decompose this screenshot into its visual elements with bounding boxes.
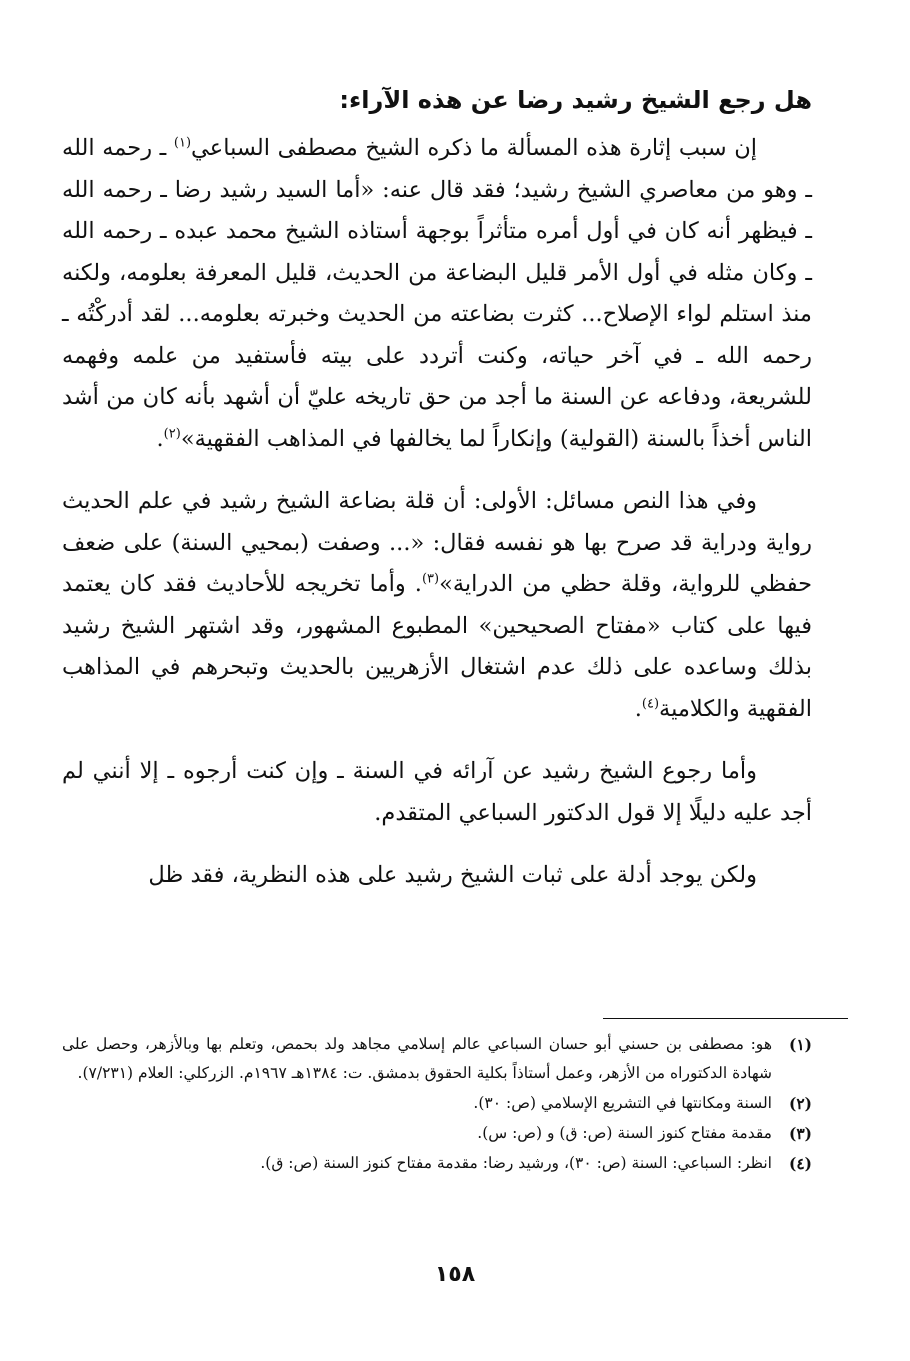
footnote-text: انظر: السباعي: السنة (ص: ٣٠)، ورشيد رضا: مقدمة مفتاح كنوز السنة (ص: ق).: [260, 1154, 772, 1172]
footnote-number: (٢): [788, 1094, 812, 1113]
paragraph-1-text-b: ـ رحمه الله ـ وهو من معاصري الشيخ رشيد؛ فقد قال عنه: «أما السيد رشيد رضا ـ رحمه الله ـ فيظهر أنه كان في أول أمره متأثراً بوجهة أستاذه الشيخ محمد عبده ـ رحمه الله ـ وكان مثله في أول الأمر قليل البضاعة من الحديث، قليل المعرفة بعلومه، ولكنه منذ استلم لواء الإصلاح... كثرت بضاعته من الحديث وخبرته بعلومه... لقد أدركْتُه ـ رحمه الله ـ في آخر حياته، وكنت أتردد على بيته فأستفيد من علمه وفهمه للشريعة، ودفاعه عن السنة ما أجد من حق تاريخه عليّ أن أشهد بأنه كان من أشد الناس أخذاً بالسنة (القولية) وإنكاراً لما يخالفها في المذاهب الفقهية»: [62, 135, 812, 452]
footnote-text: هو: مصطفى بن حسني أبو حسان السباعي عالم إسلامي مجاهد ولد بحمص، وتعلم بها وبالأزهر، وحصل على شهادة الدكتوراه من الأزهر، وعمل أستاذاً بكلية الحقوق بدمشق. ت: ١٣٨٤هـ ١٩٦٧م. الزركلي: العلام (٧/٢٣١).: [62, 1035, 772, 1082]
footnote-text: السنة ومكانتها في التشريع الإسلامي (ص: ٣٠).: [473, 1094, 772, 1112]
footnote-number: (١): [788, 1035, 812, 1054]
footnote-ref-3: (٣): [421, 571, 440, 587]
section-heading: هل رجع الشيخ رشيد رضا عن هذه الآراء:: [339, 86, 812, 114]
paragraph-2: [62, 481, 812, 730]
footnote-number: (٣): [788, 1124, 812, 1143]
footnote-text: مقدمة مفتاح كنوز السنة (ص: ق) و (ص: س).: [477, 1124, 772, 1142]
paragraph-1: [62, 128, 812, 460]
footnote-number: (٤): [788, 1154, 812, 1173]
paragraph-2-text-a: وفي هذا النص مسائل: الأولى: أن قلة بضاعة الشيخ رشيد في علم الحديث رواية ودراية قد صرح بها هو نفسه فقال: «... وصفت (بمحيي السنة) على ضعف حفظي للرواية، وقلة حظي من الدراية»: [62, 488, 812, 597]
page-number: ١٥٨: [434, 1262, 476, 1287]
footnote-ref-1: (١): [173, 135, 192, 151]
footnotes-section: [62, 1030, 812, 1178]
paragraph-3: [62, 751, 812, 834]
footnote-3: [62, 1119, 812, 1148]
paragraph-1-text-a: إن سبب إثارة هذه المسألة ما ذكره الشيخ مصطفى السباعي: [191, 135, 757, 161]
paragraph-2-text-b: . وأما تخريجه للأحاديث فقد كان يعتمد فيها على كتاب «مفتاح الصحيحين» المطبوع المشهور، وقد اشتهر الشيخ رشيد بذلك وساعده على ذلك عدم اشتغال الأزهريين بالحديث وتبحرهم في المذاهب الفقهية والكلامية: [62, 571, 812, 722]
footnote-2: [62, 1089, 812, 1118]
paragraph-1-text-c: .: [156, 425, 164, 452]
paragraph-2-text-c: .: [634, 695, 642, 722]
footnote-ref-2: (٢): [163, 426, 181, 441]
paragraph-4-text: ولكن يوجد أدلة على ثبات الشيخ رشيد على هذه النظرية، فقد ظل: [148, 862, 757, 888]
paragraph-3-text: وأما رجوع الشيخ رشيد عن آرائه في السنة ـ وإن كنت أرجوه ـ إلا أنني لم أجد عليه دليلًا إلا قول الدكتور السباعي المتقدم.: [62, 758, 812, 826]
paragraph-4: [62, 855, 812, 897]
footnote-1: [62, 1030, 812, 1088]
book-page-body: [62, 82, 812, 897]
footnote-separator: [603, 1018, 848, 1019]
footnote-4: [62, 1149, 812, 1178]
footnote-ref-4: (٤): [641, 696, 660, 711]
